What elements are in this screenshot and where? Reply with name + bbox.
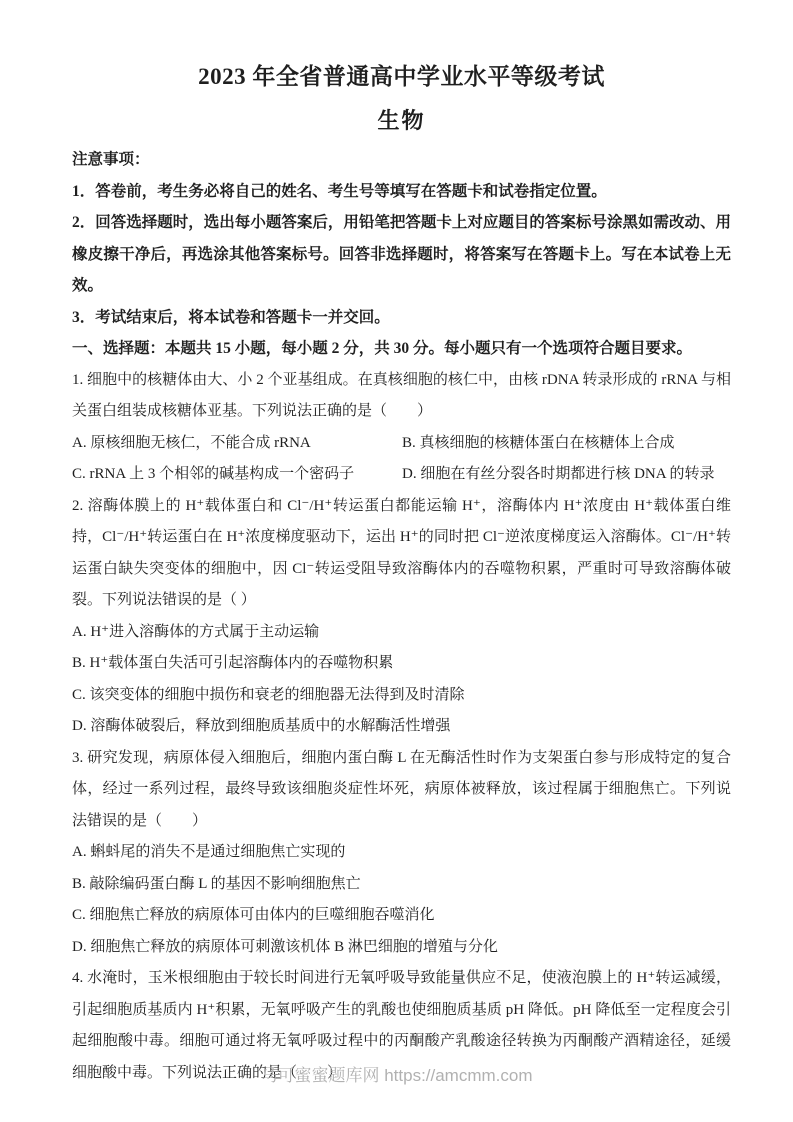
notices-heading: 注意事项： — [72, 151, 150, 168]
exam-subject: 生物 — [377, 108, 426, 133]
question-1-stem: 1. 细胞中的核糖体由大、小 2 个亚基组成。在真核细胞的核仁中，由核 rDNA 转录形成的 rRNA 与相关蛋白组装成核糖体亚基。下列说法正确的是（ ） — [72, 371, 731, 419]
question-1-option-a: A. 原核细胞无核仁，不能合成 rRNA — [72, 434, 311, 451]
question-3-option-a: A. 蝌蚪尾的消失不是通过细胞焦亡实现的 — [72, 844, 346, 860]
question-1-options-row-2 — [72, 459, 731, 491]
question-1-option-c: C. rRNA 上 3 个相邻的碱基构成一个密码子 — [72, 466, 355, 482]
question-3 — [72, 743, 731, 964]
question-1-option-b: B. 真核细胞的核糖体蛋白在核糖体上合成 — [402, 434, 675, 451]
question-1-option-d: D. 细胞在有丝分裂各时期都进行核 DNA 的转录 — [402, 466, 715, 482]
question-2-stem: 2. 溶酶体膜上的 H⁺载体蛋白和 Cl⁻/H⁺转运蛋白都能运输 H⁺，溶酶体内 H⁺浓度由 H⁺载体蛋白维持，Cl⁻/H⁺转运蛋白在 H⁺浓度梯度驱动下，运出 H⁺的同时把 Cl⁻逆浓度梯度运入溶酶体。Cl⁻/H⁺转运蛋白缺失突变体的细胞中，因 Cl⁻转运受阻导致溶酶体内的吞噬物积累，严重时可导致溶酶体破裂。下列说法错误的是（ ） — [72, 497, 731, 608]
question-1 — [72, 365, 731, 491]
question-2 — [72, 491, 731, 743]
question-1-options-row-1 — [72, 428, 731, 460]
notice-item-3: 3．考试结束后，将本试卷和答题卡一并交回。 — [72, 308, 390, 326]
notices-section — [72, 144, 731, 333]
watermark-footer: 马可蜜蜜题库网 https://amcmm.com — [260, 1066, 533, 1085]
question-3-option-b: B. 敲除编码蛋白酶 L 的基因不影响细胞焦亡 — [72, 875, 361, 892]
notice-item-2: 2．回答选择题时，选出每小题答案后，用铅笔把答题卡上对应题目的答案标号涂黑如需改动、用橡皮擦干净后，再选涂其他答案标号。回答非选择题时，将答案写在答题卡上。写在本试卷上无效。 — [72, 214, 731, 294]
question-2-option-a: A. H⁺进入溶酶体的方式属于主动运输 — [72, 623, 320, 640]
question-3-option-c: C. 细胞焦亡释放的病原体可由体内的巨噬细胞吞噬消化 — [72, 907, 435, 923]
question-2-option-d: D. 溶酶体破裂后，释放到细胞质基质中的水解酶活性增强 — [72, 718, 451, 734]
notice-item-1: 1．答卷前，考生务必将自己的姓名、考生号等填写在答题卡和试卷指定位置。 — [72, 182, 607, 200]
section-heading: 一、选择题：本题共 15 小题，每小题 2 分，共 30 分。每小题只有一个选项符合题目要求。 — [72, 340, 693, 357]
question-2-option-b: B. H⁺载体蛋白失活可引起溶酶体内的吞噬物积累 — [72, 655, 394, 671]
question-3-stem: 3. 研究发现，病原体侵入细胞后，细胞内蛋白酶 L 在无酶活性时作为支架蛋白参与形成特定的复合体，经过一系列过程，最终导致该细胞炎症性坏死，病原体被释放，该过程属于细胞焦亡。下列说法错误的是（ ） — [72, 749, 731, 829]
question-2-option-c: C. 该突变体的细胞中损伤和衰老的细胞器无法得到及时清除 — [72, 686, 465, 703]
exam-title: 2023 年全省普通高中学业水平等级考试 — [198, 64, 605, 89]
question-4-stem: 4. 水淹时，玉米根细胞由于较长时间进行无氧呼吸导致能量供应不足，使液泡膜上的 H⁺转运减缓，引起细胞质基质内 H⁺积累，无氧呼吸产生的乳酸也使细胞质基质 pH 降低。pH 降低至一定程度会引起细胞酸中毒。细胞可通过将无氧呼吸过程中的丙酮酸产乳酸途径转换为丙酮酸产酒精途径，延缓细胞酸中毒。下列说法正确的是（ ） — [72, 970, 731, 1081]
question-3-option-d: D. 细胞焦亡释放的病原体可刺激该机体 B 淋巴细胞的增殖与分化 — [72, 938, 498, 955]
